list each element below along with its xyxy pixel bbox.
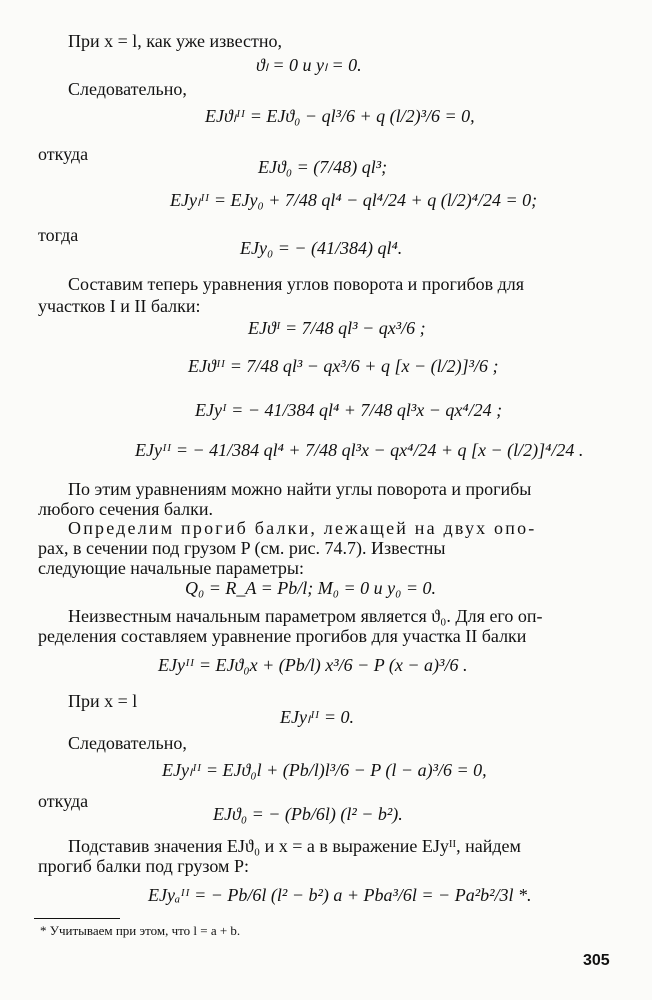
equation-e5: EJy₀ = − (41/384) ql⁴.: [240, 238, 403, 258]
text-line: Составим теперь уравнения углов поворота и прогибов для: [68, 274, 525, 294]
equation-e2: EJϑₗᴵᴵ = EJϑ₀ − ql³/6 + q (l/2)³/6 = 0,: [205, 106, 475, 126]
text-line: ределения составляем уравнение прогибов для участка II балки: [38, 626, 527, 646]
text-line: По этим уравнениям можно найти углы поворота и прогибы: [68, 479, 532, 499]
text-line: следующие начальные параметры:: [38, 558, 304, 578]
equation-e1: ϑₗ = 0 и yₗ = 0.: [256, 55, 362, 75]
equation-e11: EJyᴵᴵ = EJϑ₀x + (Pb/l) x³/6 − P (x − a)³/6 .: [158, 655, 468, 675]
text-line: любого сечения балки.: [38, 499, 214, 519]
equation-e7: EJϑᴵᴵ = 7/48 ql³ − qx³/6 + q [x − (l/2)]³/6 ;: [188, 356, 499, 376]
text-line: участков I и II балки:: [38, 296, 201, 316]
equation-e15: EJyₐᴵᴵ = − Pb/6l (l² − b²) a + Pba³/6l = − Pa²b²/3l *.: [148, 885, 532, 905]
text-line: откуда: [38, 791, 89, 811]
text-line: Подставив значения EJϑ₀ и x = a в выражение EJyᴵᴵ, найдем: [68, 836, 521, 856]
text-line: рах, в сечении под грузом P (см. рис. 74.7). Известны: [38, 538, 446, 558]
text-line: Неизвестным начальным параметром является ϑ₀. Для его оп-: [68, 606, 543, 626]
equation-e14: EJϑ₀ = − (Pb/6l) (l² − b²).: [213, 804, 403, 824]
text-line: При x = l: [68, 691, 138, 711]
equation-e4: EJyₗᴵᴵ = EJy₀ + 7/48 ql⁴ − ql⁴/24 + q (l/2)⁴/24 = 0;: [170, 190, 538, 210]
text-line: прогиб балки под грузом P:: [38, 856, 249, 876]
equation-e9: EJyᴵᴵ = − 41/384 ql⁴ + 7/48 ql³x − qx⁴/24 + q [x − (l/2)]⁴/24 .: [135, 440, 584, 460]
footnote: * Учитываем при этом, что l = a + b.: [40, 923, 241, 938]
text-line: Определим прогиб балки, лежащей на двух опо-: [68, 518, 537, 538]
equation-e6: EJϑᴵ = 7/48 ql³ − qx³/6 ;: [248, 318, 426, 338]
footnote-rule: [34, 918, 120, 919]
page-number: 305: [583, 952, 610, 969]
equation-e3: EJϑ₀ = (7/48) ql³;: [258, 157, 388, 177]
text-line: тогда: [38, 225, 79, 245]
text-line: откуда: [38, 144, 89, 164]
text-line: При x = l, как уже известно,: [68, 31, 283, 51]
text-line: Следовательно,: [68, 79, 187, 99]
equation-e8: EJyᴵ = − 41/384 ql⁴ + 7/48 ql³x − qx⁴/24 ;: [195, 400, 503, 420]
text-line: Следовательно,: [68, 733, 187, 753]
equation-e12: EJyₗᴵᴵ = 0.: [280, 707, 355, 727]
equation-e10: Q₀ = R_A = Pb/l; M₀ = 0 и y₀ = 0.: [185, 578, 436, 598]
equation-e13: EJyₗᴵᴵ = EJϑ₀l + (Pb/l)l³/6 − P (l − a)³/6 = 0,: [162, 760, 487, 780]
